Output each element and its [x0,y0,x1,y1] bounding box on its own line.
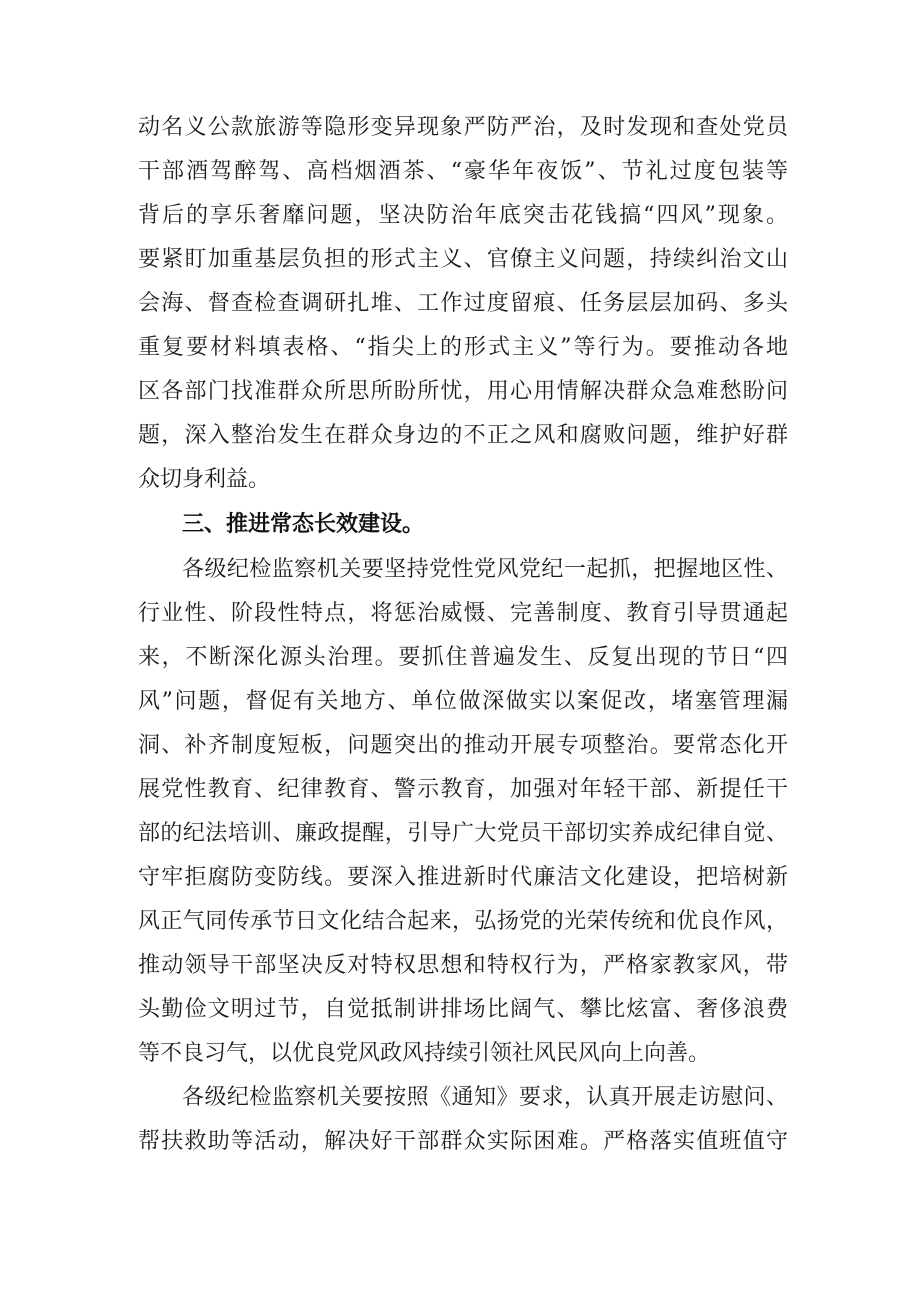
body-text-line: 推动领导干部坚决反对特权思想和特权行为，严格家教家风，带 [138,953,788,978]
body-text-line: 会海、督查检查调研扎堆、工作过度留痕、任务层层加码、多头 [138,291,788,316]
body-text-line: 背后的享乐奢靡问题，坚决防治年底突击花钱搞“四风”现象。 [138,203,788,228]
body-text-line: 众切身利益。 [138,467,271,492]
body-text-line: 来，不断深化源头治理。要抓住普遍发生、反复出现的节日“四 [138,645,788,670]
body-text-line: 题，深入整治发生在群众身边的不正之风和腐败问题，维护好群 [138,423,788,448]
body-text-line: 头勤俭文明过节，自觉抵制讲排场比阔气、攀比炫富、奢侈浪费 [138,997,788,1022]
body-text-line: 要紧盯加重基层负担的形式主义、官僚主义问题，持续纠治文山 [138,247,788,272]
body-text-line: 各级纪检监察机关要坚持党性党风党纪一起抓，把握地区性、 [182,557,788,582]
body-text-line: 风正气同传承节日文化结合起来，弘扬党的光荣传统和优良作风， [138,909,788,934]
body-text-line: 守牢拒腐防变防线。要深入推进新时代廉洁文化建设，把培树新 [138,865,788,890]
body-text-line: 行业性、阶段性特点，将惩治威慑、完善制度、教育引导贯通起 [138,601,788,626]
body-text-line: 帮扶救助等活动，解决好干部群众实际困难。严格落实值班值守 [138,1129,788,1154]
body-text-line: 重复要材料填表格、“指尖上的形式主义”等行为。要推动各地 [138,335,788,360]
body-text-line: 风”问题，督促有关地方、单位做深做实以案促改，堵塞管理漏 [138,689,788,714]
body-text-line: 干部酒驾醉驾、高档烟酒茶、“豪华年夜饭”、节礼过度包装等 [138,159,788,184]
body-text-line: 区各部门找准群众所思所盼所忧，用心用情解决群众急难愁盼问 [138,379,788,404]
body-text-line: 洞、补齐制度短板，问题突出的推动开展专项整治。要常态化开 [138,733,788,758]
body-text-line: 部的纪法培训、廉政提醒，引导广大党员干部切实养成纪律自觉、 [138,821,788,846]
body-text-line: 各级纪检监察机关要按照《通知》要求，认真开展走访慰问、 [182,1085,788,1110]
body-text-line: 动名义公款旅游等隐形变异现象严防严治，及时发现和查处党员 [138,115,788,140]
body-text-line: 等不良习气，以优良党风政风持续引领社风民风向上向善。 [138,1041,711,1066]
section-heading: 三、推进常态长效建设。 [182,512,425,537]
body-text-line: 展党性教育、纪律教育、警示教育，加强对年轻干部、新提任干 [138,777,788,802]
